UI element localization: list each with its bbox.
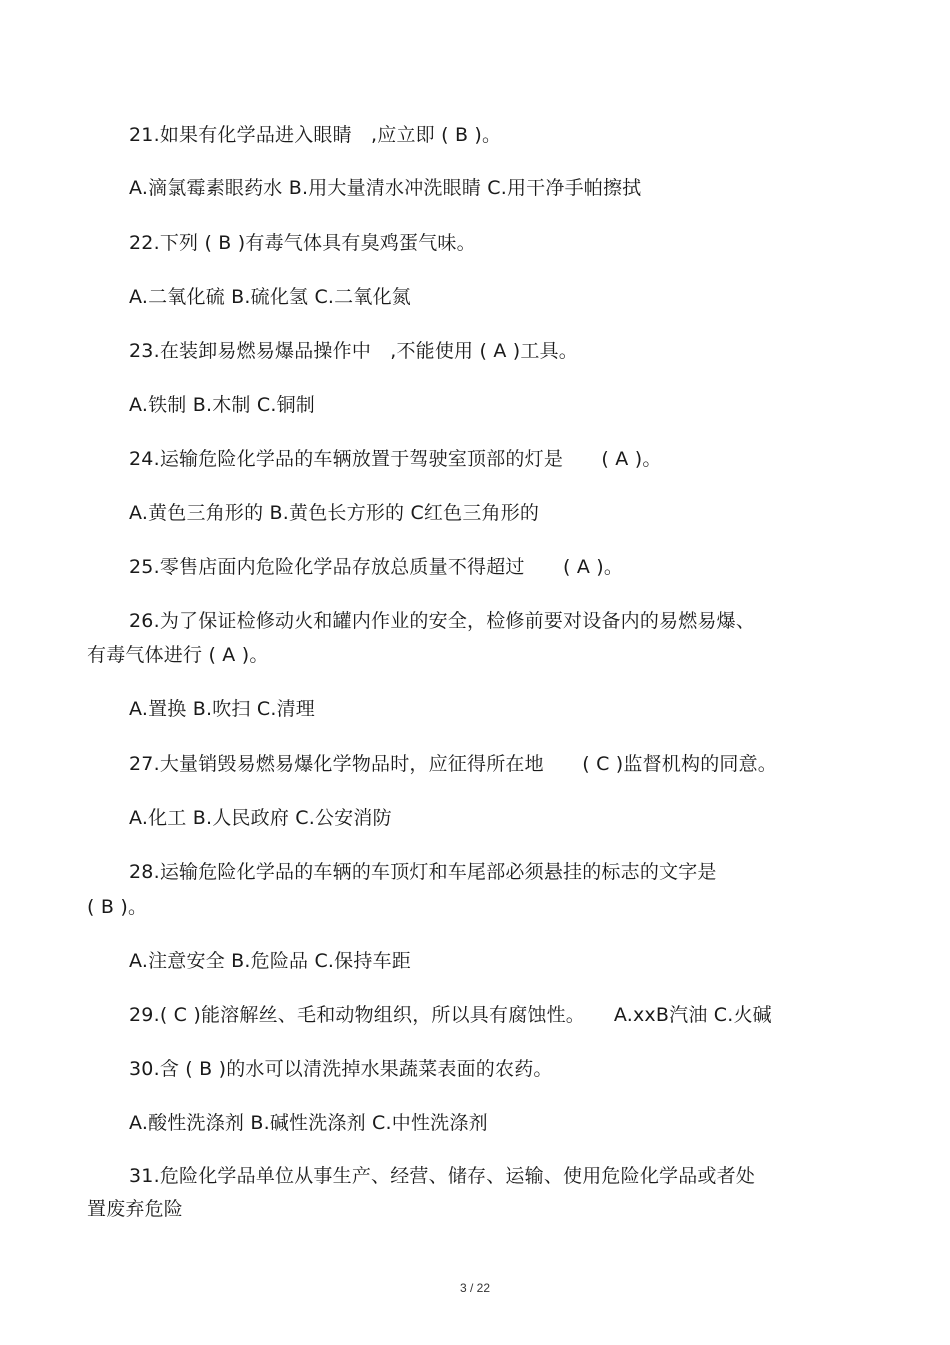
options-22: A.二氧化硫 B.硫化氢 C.二氧化氮	[129, 286, 411, 308]
question-29: 29.( C )能溶解丝、毛和动物组织，所以具有腐蚀性。 A.xxB汽油 C.火碱	[129, 1004, 772, 1026]
question-25: 25.零售店面内危险化学品存放总质量不得超过 ( A )。	[129, 556, 624, 578]
question-27: 27.大量销毁易燃易爆化学物品时，应征得所在地 ( C )监督机构的同意。	[129, 753, 777, 775]
page-number: 3 / 22	[459, 1281, 491, 1295]
options-21: A.滴氯霉素眼药水 B.用大量清水冲洗眼睛 C.用干净手帕擦拭	[129, 177, 642, 199]
options-28: A.注意安全 B.危险品 C.保持车距	[129, 950, 411, 972]
options-26: A.置换 B.吹扫 C.清理	[129, 698, 315, 720]
question-28-line-2: ( B )。	[87, 896, 148, 918]
options-27: A.化工 B.人民政府 C.公安消防	[129, 807, 392, 829]
question-24: 24.运输危险化学品的车辆放置于驾驶室顶部的灯是 ( A )。	[129, 448, 662, 470]
question-26-line-1: 26.为了保证检修动火和罐内作业的安全，检修前要对设备内的易燃易爆、	[129, 610, 756, 632]
question-28-line-1: 28.运输危险化学品的车辆的车顶灯和车尾部必须悬挂的标志的文字是	[129, 861, 717, 883]
options-30: A.酸性洗涤剂 B.碱性洗涤剂 C.中性洗涤剂	[129, 1112, 488, 1134]
question-22: 22.下列 ( B )有毒气体具有臭鸡蛋气味。	[129, 232, 476, 254]
options-24: A.黄色三角形的 B.黄色长方形的 C红色三角形的	[129, 502, 540, 524]
question-30: 30.含 ( B )的水可以清洗掉水果蔬菜表面的农药。	[129, 1058, 553, 1080]
question-31-line-1: 31.危险化学品单位从事生产、经营、储存、运输、使用危险化学品或者处	[129, 1165, 756, 1187]
question-21: 21.如果有化学品进入眼睛 ,应立即 ( B )。	[129, 124, 502, 146]
options-23: A.铁制 B.木制 C.铜制	[129, 394, 315, 416]
question-31-line-2: 置废弃危险	[87, 1198, 184, 1220]
question-23: 23.在装卸易燃易爆品操作中 ,不能使用 ( A )工具。	[129, 340, 578, 362]
question-26-line-2: 有毒气体进行 ( A )。	[87, 644, 269, 666]
